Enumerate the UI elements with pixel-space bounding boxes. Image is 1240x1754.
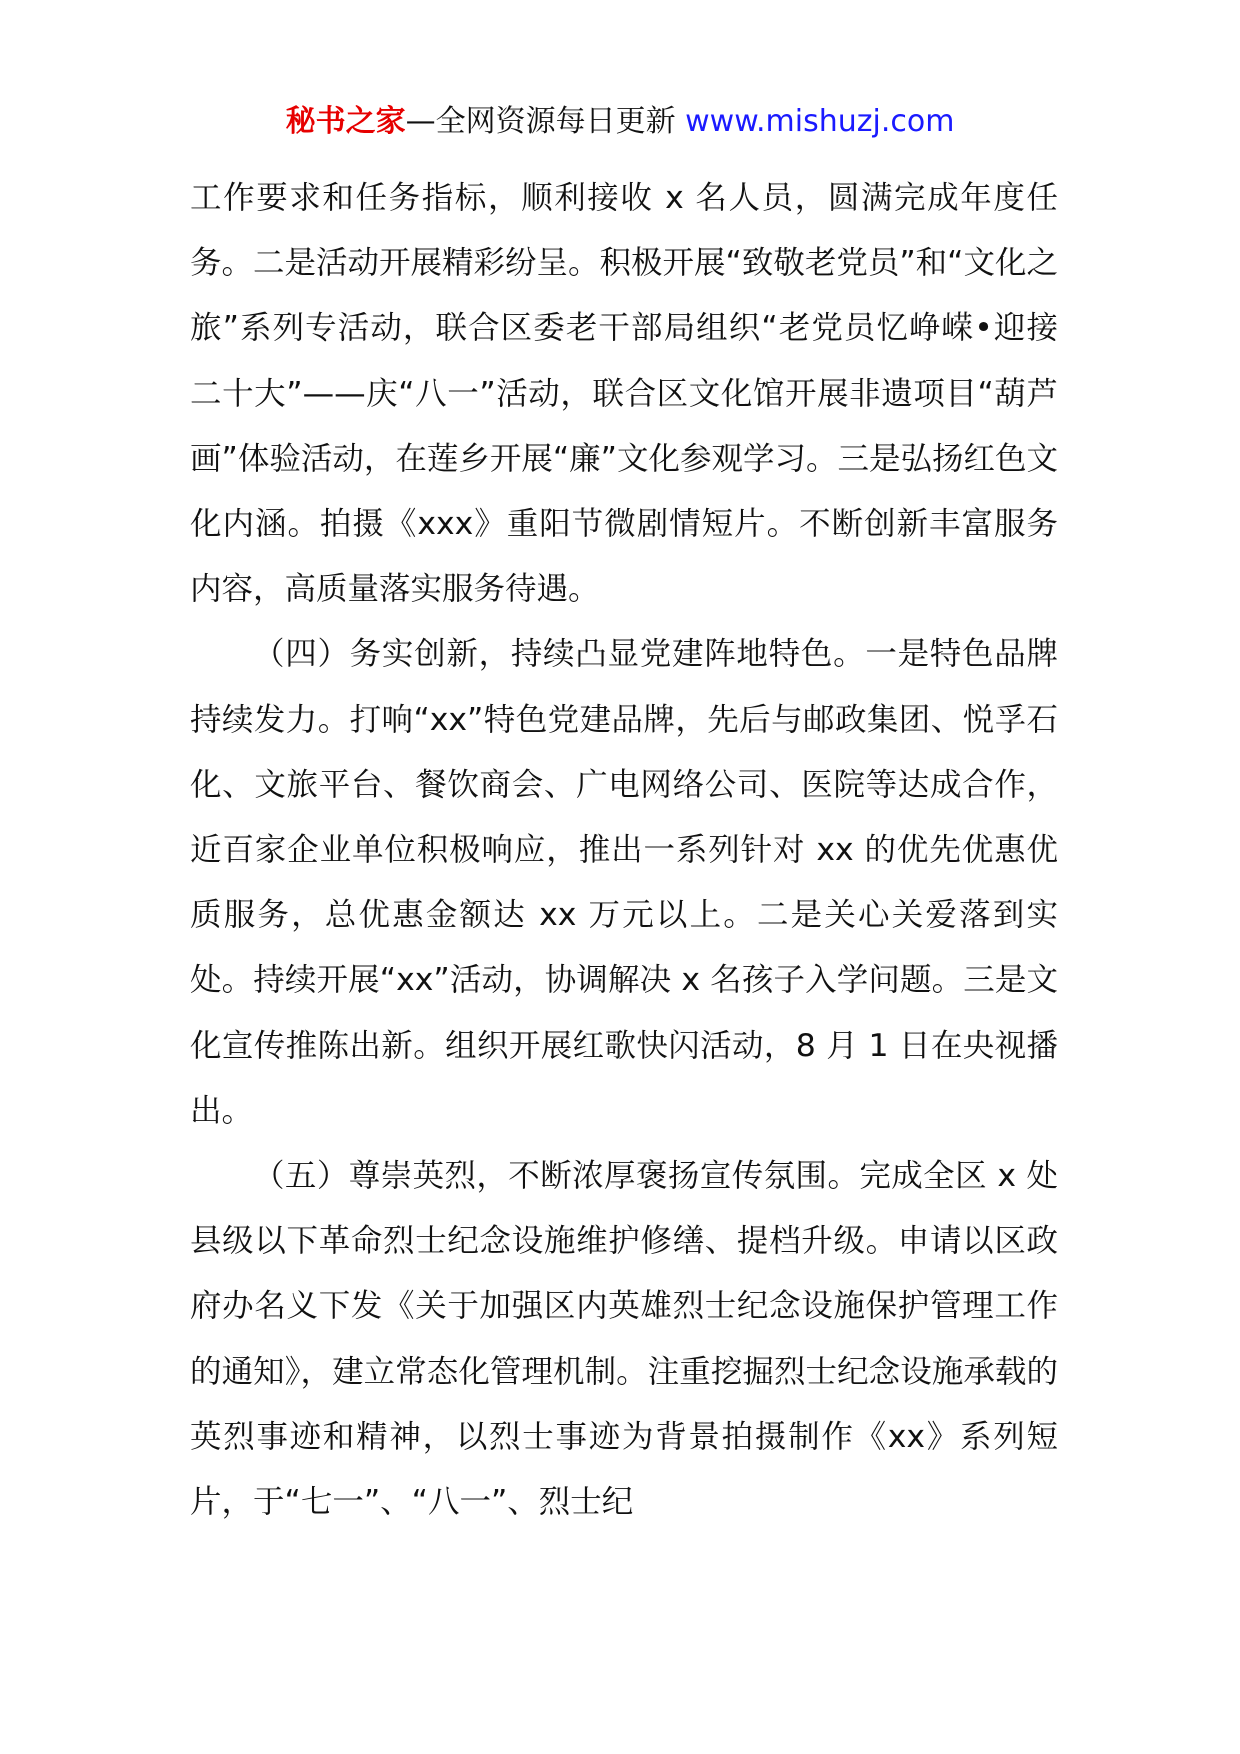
header-brand: 秘书之家: [285, 104, 406, 139]
document-header: [0, 100, 1240, 144]
paragraph-section-5: （五）尊崇英烈，不断浓厚褒扬宣传氛围。完成全区 x 处县级以下革命烈士纪念设施维护修缮、提档升级。申请以区政府办名义下发《关于加强区内英雄烈士纪念设施保护管理工作的通知》，建立常态化管理机制。注重挖掘烈士纪念设施承载的英烈事迹和精神，以烈士事迹为背景拍摄制作《xx》系列短片，于“七一”、“八一”、烈士纪: [190, 1158, 1058, 1521]
paragraph-section-4: （四）务实创新，持续凸显党建阵地特色。一是特色品牌持续发力。打响“xx”特色党建品牌，先后与邮政集团、悦孚石化、文旅平台、餐饮商会、广电网络公司、医院等达成合作，近百家企业单位积极响应，推出一系列针对 xx 的优先优惠优质服务，总优惠金额达 xx 万元以上。二是关心关爱落到实处。持续开展“xx”活动，协调解决 x 名孩子入学问题。三是文化宣传推陈出新。组织开展红歌快闪活动，8 月 1 日在央视播出。: [190, 636, 1058, 1129]
header-tagline: —全网资源每日更新: [405, 104, 676, 139]
header-url-link[interactable]: www.mishuzj.com: [685, 104, 955, 139]
document-body: [190, 166, 1058, 1535]
paragraph-continuation: 工作要求和任务指标，顺利接收 x 名人员，圆满完成年度任务。二是活动开展精彩纷呈。积极开展“致敬老党员”和“文化之旅”系列专活动，联合区委老干部局组织“老党员忆峥嵘•迎接二十大”——庆“八一”活动，联合区文化馆开展非遗项目“葫芦画”体验活动，在莲乡开展“廉”文化参观学习。三是弘扬红色文化内涵。拍摄《xxx》重阳节微剧情短片。不断创新丰富服务内容，高质量落实服务待遇。: [190, 180, 1058, 608]
